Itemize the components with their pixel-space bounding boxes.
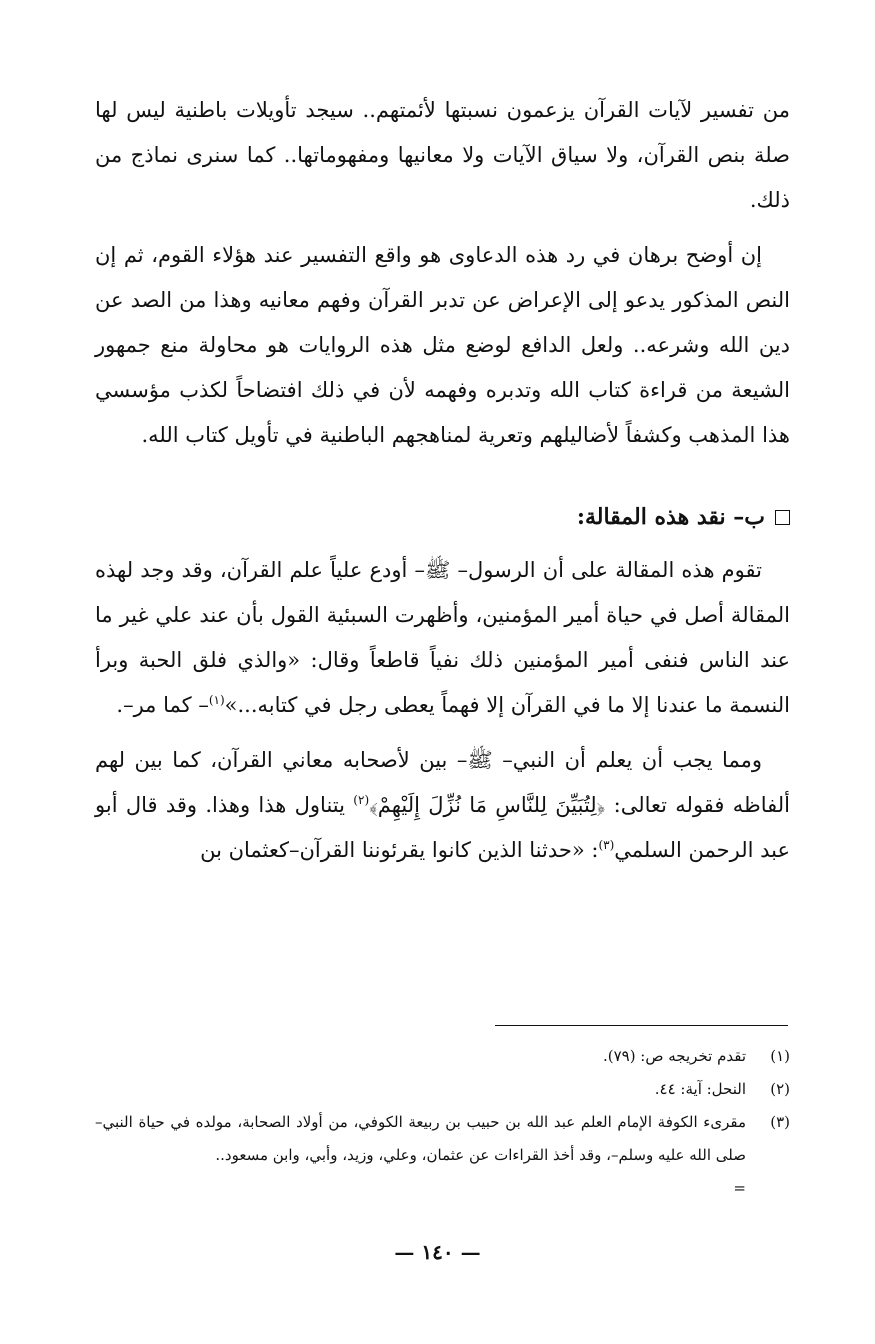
footnote-ref-1: (١) — [208, 693, 225, 707]
footnote-ref-2: (٢) — [353, 793, 370, 807]
paragraph-1: من تفسير لآيات القرآن يزعمون نسبتها لأئمتهم.. سيجد تأويلات باطنية ليس لها صلة بنص القرآن، ولا سياق الآيات ولا معانيها ومفهوماتها.. كما سنرى نماذج من ذلك. — [95, 98, 790, 212]
footnote-number: (١) — [770, 1047, 790, 1065]
footnote-number: (٢) — [770, 1080, 790, 1098]
footnote-2 — [95, 1073, 790, 1106]
footnote-divider — [495, 1025, 788, 1026]
footnote-text: النحل: آية: ٤٤. — [654, 1080, 746, 1098]
paragraph-2: إن أوضح برهان في رد هذه الدعاوى هو واقع التفسير عند هؤلاء القوم، ثم إن النص المذكور يدعو إلى الإعراض عن تدبر القرآن وفهم معانيه وهذا من الصد عن دين الله وشرعه.. ولعل الدافع لوضع مثل هذه الروايات هو محاولة منع جمهور الشيعة من قراءة كتاب الله وتدبره وفهمه لأن في ذلك افتضاحاً لكذب مؤسسي هذا المذهب وكشفاً لأضاليلهم وتعرية لمناهجهم الباطنية في تأويل كتاب الله. — [95, 243, 790, 447]
paragraph-4-part3: : «حدثنا الذين كانوا يقرئوننا القرآن–كعثمان بن — [200, 838, 599, 862]
page-number: — ١٤٠ — — [394, 1240, 481, 1264]
footnote-continuation-mark: = — [733, 1179, 746, 1197]
footnote-3-body: مقرىء الكوفة الإمام العلم عبد الله بن حبيب بن ربيعة الكوفي، من أولاد الصحابة، مولده في حياة النبي– صلى الله عليه وسلم–، وقد أخذ القراءات عن عثمان، وعلي، وزيد، وأبي، وابن مسعود.. — [95, 1113, 746, 1164]
footnote-number: (٣) — [770, 1113, 790, 1131]
footnote-1 — [95, 1040, 790, 1073]
footnotes — [95, 1040, 790, 1205]
footnote-ref-3: (٣) — [598, 838, 615, 852]
paragraph-4-part2: يتناول هذا وهذا. وقد قال أبو عبد الرحمن السلمي — [95, 793, 790, 862]
paragraph-3-text: تقوم هذه المقالة على أن الرسول– ﷺ– أودع علياً علم القرآن، وقد وجد لهذه المقالة أصل في حياة أمير المؤمنين، وأظهرت السبئية القول بأن عند علي غير ما عند الناس فنفى أمير المؤمنين ذلك نفياً قاطعاً وقال: «والذي فلق الحبة وبرأ النسمة ما عندنا إلا ما في القرآن إلا فهماً يعطى رجل في كتابه...» — [95, 558, 790, 717]
paragraph-4 — [95, 738, 790, 873]
page-body — [95, 88, 790, 883]
paragraph-3 — [95, 548, 790, 728]
paragraph-3-tail: – كما مر–. — [116, 693, 209, 717]
paragraph-4-part1: ومما يجب أن يعلم أن النبي– ﷺ– بين لأصحابه معاني القرآن، كما بين لهم ألفاظه فقوله تعالى: ﴿لِتُبَيِّنَ لِلنَّاسِ مَا نُزِّلَ إِلَيْهِمْ﴾ — [95, 748, 790, 817]
footnote-3 — [95, 1106, 790, 1205]
section-heading-text: ب– نقد هذه المقالة: — [576, 504, 765, 530]
section-heading — [95, 504, 790, 530]
footnote-text — [95, 1106, 746, 1205]
footnote-text: تقدم تخريجه ص: (٧٩). — [602, 1047, 746, 1065]
square-bullet-icon — [775, 510, 790, 525]
